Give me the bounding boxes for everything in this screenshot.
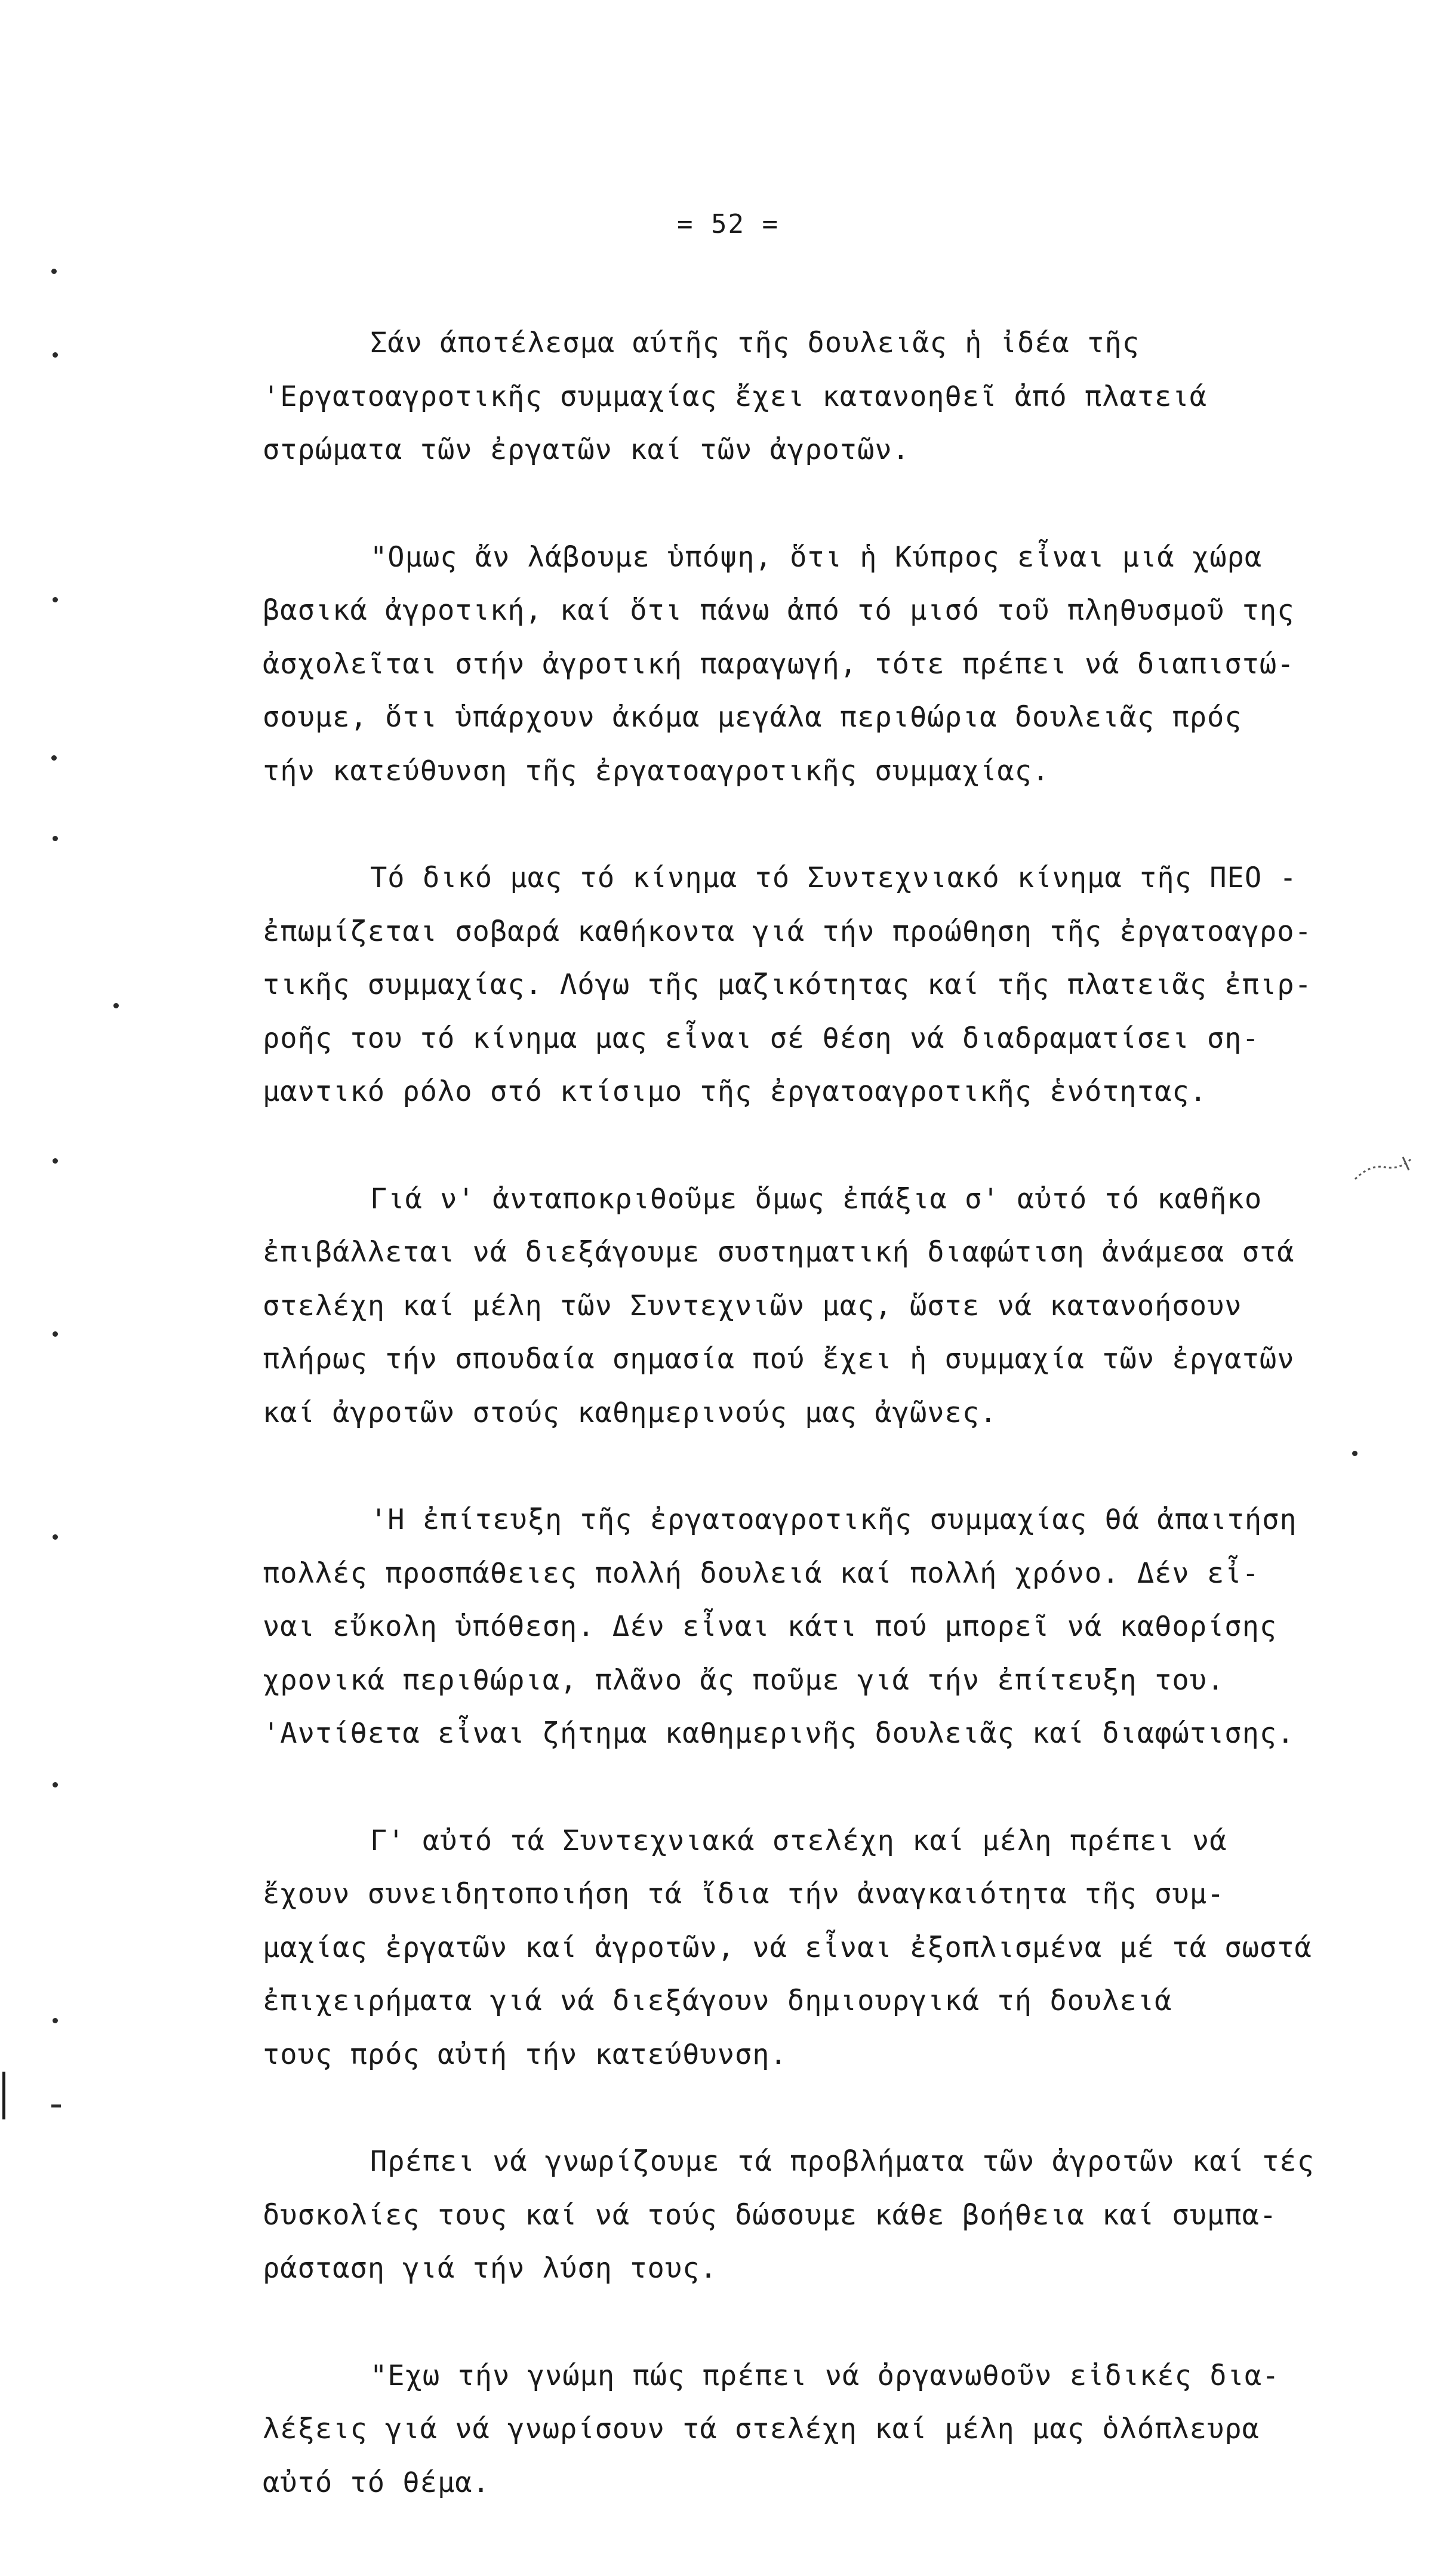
text-line: Σάν άποτέλεσμα αύτῆς τῆς δουλειᾶς ἡ ἰδέα τῆς	[370, 327, 1140, 359]
margin-speck	[51, 269, 57, 274]
paragraph-7	[263, 2135, 1361, 2296]
paragraph-1	[263, 316, 1361, 477]
text-line: ροῆς του τό κίνημα μας εἶναι σέ θέση νά διαδραματίσει ση-	[263, 1021, 1260, 1055]
stray-scribble	[1352, 1146, 1418, 1188]
text-line: 'Εργατοαγροτικῆς συμμαχίας ἔχει κατανοηθεῖ ἀπό πλατειά	[263, 380, 1208, 413]
margin-speck	[53, 836, 58, 841]
text-line: ἀσχολεῖται στήν ἀγροτική παραγωγή, τότε πρέπει νά διαπιστώ-	[263, 647, 1295, 681]
margin-speck	[53, 1158, 58, 1164]
text-line: Γ' αὐτό τά Συντεχνιακά στελέχη καί μέλη πρέπει νά	[370, 1824, 1227, 1857]
text-line: στρώματα τῶν ἐργατῶν καί τῶν ἀγροτῶν.	[263, 433, 910, 466]
text-line: τους πρός αὐτή τήν κατεύθυνση.	[263, 2038, 787, 2071]
text-line: ράσταση γιά τήν λύση τους.	[263, 2252, 718, 2285]
scan-edge-bar	[2, 2072, 5, 2119]
text-line: "Ομως ἄν λάβουμε ὑπόψη, ὅτι ἡ Κύπρος εἶναι μιά χώρα	[370, 540, 1263, 574]
text-line: πολλές προσπάθειες πολλή δουλειά καί πολλή χρόνο. Δέν εἶ-	[263, 1556, 1260, 1590]
text-line: Γιά ν' ἀνταποκριθοῦμε ὅμως ἐπάξια σ' αὐτό τό καθῆκο	[370, 1182, 1263, 1216]
text-line: αὐτό τό θέμα.	[263, 2466, 490, 2499]
text-line: ἐπιχειρήματα γιά νά διεξάγουν δημιουργικά τή δουλειά	[263, 1984, 1172, 2017]
margin-speck	[51, 755, 57, 761]
margin-speck	[53, 1782, 58, 1787]
text-line: μαντικό ρόλο στό κτίσιμο τῆς ἐργατοαγροτικῆς ἑνότητας.	[263, 1075, 1208, 1108]
text-line: δυσκολίες τους καί νά τούς δώσουμε κάθε βοήθεια καί συμπα-	[263, 2198, 1278, 2232]
text-line: χρονικά περιθώρια, πλᾶνο ἄς ποῦμε γιά τήν ἐπίτευξη του.	[263, 1663, 1225, 1697]
margin-speck	[53, 1534, 58, 1540]
margin-speck	[53, 597, 58, 602]
text-line: στελέχη καί μέλη τῶν Συντεχνιῶν μας, ὥστε νά κατανοήσουν	[263, 1289, 1242, 1322]
text-line: ἔχουν συνειδητοποιήση τά ἴδια τήν ἀναγκαιότητα τῆς συμ-	[263, 1878, 1225, 1910]
margin-speck	[113, 1003, 119, 1008]
paragraph-3	[263, 851, 1361, 1119]
margin-dash	[51, 2104, 61, 2107]
text-line: λέξεις γιά νά γνωρίσουν τά στελέχη καί μέλη μας ὁλόπλευρα	[263, 2413, 1260, 2445]
text-line: πλήρως τήν σπουδαία σημασία πού ἔχει ἡ συμμαχία τῶν ἐργατῶν	[263, 1343, 1295, 1376]
text-line: σουμε, ὅτι ὑπάρχουν ἀκόμα μεγάλα περιθώρια δουλειᾶς πρός	[263, 701, 1242, 734]
text-line: 'Αντίθετα εἶναι ζήτημα καθημερινῆς δουλειᾶς καί διαφώτισης.	[263, 1717, 1295, 1750]
body-text	[263, 316, 1361, 2563]
margin-speck	[53, 1331, 58, 1337]
text-line: Τό δικό μας τό κίνημα τό Συντεχνιακό κίνημα τῆς ΠΕΟ -	[370, 861, 1297, 894]
text-line: καί ἀγροτῶν στούς καθημερινούς μας ἀγῶνες.	[263, 1396, 998, 1429]
text-line: ἐπωμίζεται σοβαρά καθήκοντα γιά τήν προώθηση τῆς ἐργατοαγρο-	[263, 915, 1312, 948]
paragraph-4	[263, 1173, 1361, 1440]
text-line: τικῆς συμμαχίας. Λόγω τῆς μαζικότητας καί τῆς πλατειᾶς ἐπιρ-	[263, 968, 1312, 1001]
text-line: ναι εὔκολη ὑπόθεση. Δέν εἶναι κάτι πού μπορεῖ νά καθορίσης	[263, 1610, 1278, 1643]
text-line: 'Η ἐπίτευξη τῆς ἐργατοαγροτικῆς συμμαχίας θά ἀπαιτήση	[370, 1503, 1297, 1536]
margin-speck	[53, 352, 58, 358]
paragraph-6	[263, 1814, 1361, 2082]
text-line: ἐπιβάλλεται νά διεξάγουμε συστηματική διαφώτιση ἀνάμεσα στά	[263, 1236, 1295, 1269]
text-line: Πρέπει νά γνωρίζουμε τά προβλήματα τῶν ἀγροτῶν καί τές	[370, 2145, 1315, 2178]
page-number: = 52 =	[677, 209, 779, 239]
text-line: μαχίας ἐργατῶν καί ἀγροτῶν, νά εἶναι ἐξοπλισμένα μέ τά σωστά	[263, 1931, 1312, 1964]
paragraph-8	[263, 2349, 1361, 2510]
paragraph-2	[263, 531, 1361, 798]
text-line: βασικά ἀγροτική, καί ὅτι πάνω ἀπό τό μισό τοῦ πληθυσμοῦ της	[263, 594, 1295, 627]
paragraph-5	[263, 1493, 1361, 1761]
text-line: τήν κατεύθυνση τῆς ἐργατοαγροτικῆς συμμαχίας.	[263, 754, 1050, 787]
text-line: "Εχω τήν γνώμη πώς πρέπει νά ὀργανωθοῦν εἰδικές δια-	[370, 2359, 1280, 2392]
margin-speck	[53, 2018, 58, 2023]
margin-speck	[1352, 1451, 1358, 1456]
